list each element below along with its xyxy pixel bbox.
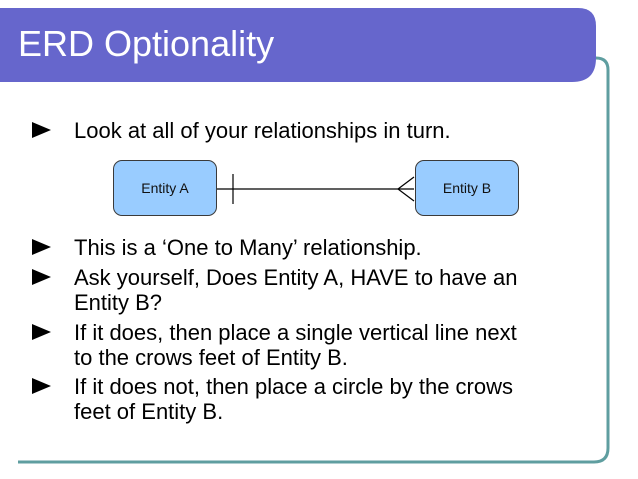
bullet-text-continued: Entity B? (74, 290, 163, 315)
bullet-triangle-icon (32, 378, 51, 394)
bullet-triangle-icon (32, 122, 51, 138)
bullet-triangle-icon (32, 269, 51, 285)
bullet-triangle-icon (32, 239, 51, 255)
slide-title: ERD Optionality (18, 23, 275, 64)
bullet-item (32, 118, 622, 143)
bullet-text-continued: feet of Entity B. (74, 399, 224, 424)
bullet-item (32, 235, 622, 260)
entity-a-label: Entity A (141, 180, 189, 196)
bullet-text: This is a ‘One to Many’ relationship. (74, 235, 422, 260)
bullet-item (32, 265, 622, 315)
bullet-text: If it does not, then place a circle by the crows (74, 374, 514, 399)
bullet-text-continued: to the crows feet of Entity B. (74, 345, 348, 370)
bullet-triangle-icon (32, 324, 51, 340)
bullet-item (32, 374, 622, 424)
entity-b-box (415, 160, 519, 216)
entity-b-label: Entity B (442, 180, 492, 196)
entity-a-box (113, 160, 217, 216)
bullet-text: Look at all of your relationships in turn. (74, 118, 451, 143)
bullet-text: Ask yourself, Does Entity A, HAVE to have an (74, 265, 518, 290)
bullet-item (32, 320, 622, 370)
bullet-text: If it does, then place a single vertical line next (74, 320, 517, 345)
